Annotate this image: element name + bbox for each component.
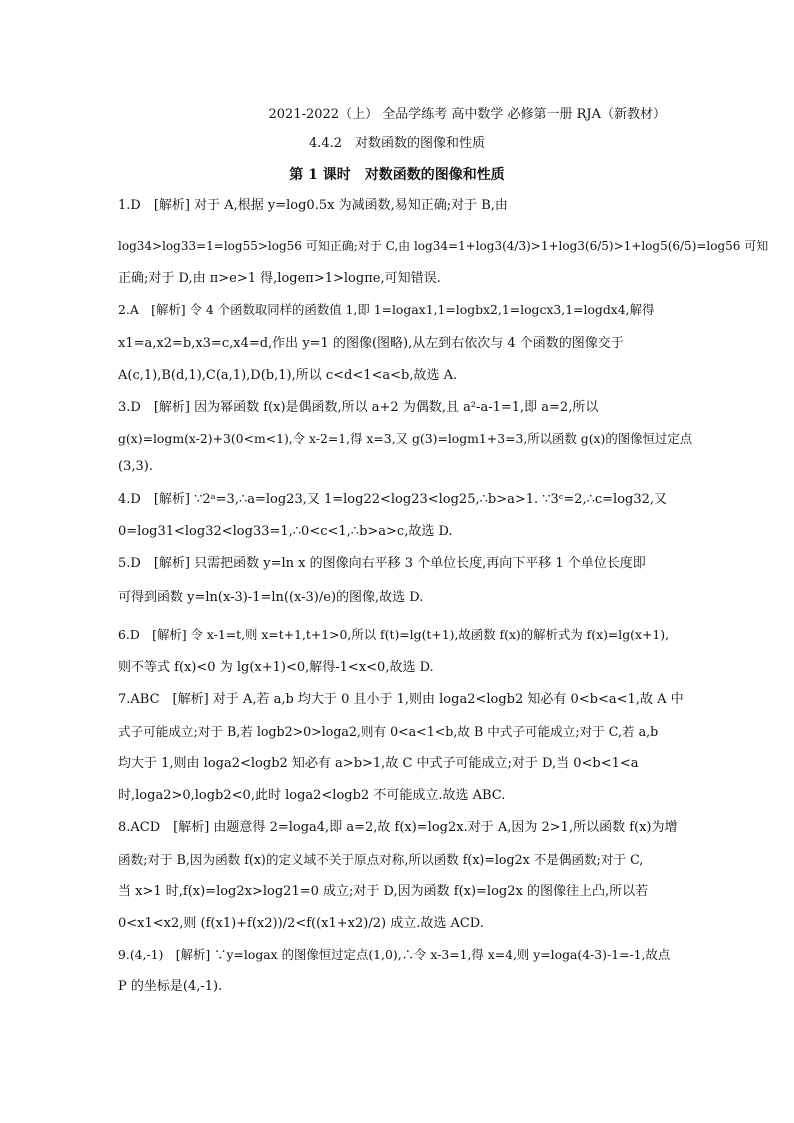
text-line: 9.(4,-1) [解析] ∵y=logax 的图像恒过定点(1,0),∴令 x-3=1,得 x=4,则 y=loga(4-3)-1=-1,故点 [118,947,671,962]
text-line: 0=log31<log32<log33=1,∴0<c<1,∴b>a>c,故选 D. [118,524,453,539]
page-header: 2021-2022（上） 全品学练考 高中数学 必修第一册 RJA（新教材） [268,107,666,122]
text-line: 6.D [解析] 令 x-1=t,则 x=t+1,t+1>0,所以 f(t)=lg(t+1),故函数 f(x)的解析式为 f(x)=lg(x+1), [118,627,670,642]
text-line: (3,3). [118,459,153,474]
text-line: 2.A [解析] 令 4 个函数取同样的函数值 1,即 1=logax1,1=logbx2,1=logcx3,1=logdx4,解得 [118,302,655,317]
text-line: A(c,1),B(d,1),C(a,1),D(b,1),所以 c<d<1<a<b,故选 A. [118,368,458,383]
text-line: 则不等式 f(x)<0 为 lg(x+1)<0,解得-1<x<0,故选 D. [118,660,434,675]
text-line: x1=a,x2=b,x3=c,x4=d,作出 y=1 的图像(图略),从左到右依次与 4 个函数的图像交于 [118,336,624,351]
section-title: 4.4.2 对数函数的图像和性质 [308,136,486,151]
text-line: 式子可能成立;对于 B,若 logb2>0>loga2,则有 0<a<1<b,故 B 中式子可能成立;对于 C,若 a,b [118,724,659,739]
text-line: log34>log33=1=log55>log56 可知正确;对于 C,由 log34=1+log3(4/3)>1+log3(6/5)>1+log5(6/5)=log56 可知 [118,239,769,253]
text-line: 8.ACD [解析] 由题意得 2=loga4,即 a=2,故 f(x)=log2x.对于 A,因为 2>1,所以函数 f(x)为增 [118,820,678,835]
text-line: 3.D [解析] 因为幂函数 f(x)是偶函数,所以 a+2 为偶数,且 a²-a-1=1,即 a=2,所以 [118,400,599,415]
text-line: 均大于 1,则由 loga2<logb2 知必有 a>b>1,故 C 中式子可能成立;对于 D,当 0<b<1<a [118,756,639,771]
text-line: 函数;对于 B,因为函数 f(x)的定义域不关于原点对称,所以函数 f(x)=log2x 不是偶函数;对于 C, [118,852,644,867]
text-line: 当 x>1 时,f(x)=log2x>log21=0 成立;对于 D,因为函数 f(x)=log2x 的图像往上凸,所以若 [118,884,649,899]
text-line: 正确;对于 D,由 π>e>1 得,logeπ>1>logπe,可知错误. [118,271,441,286]
text-line: 0<x1<x2,则 (f(x1)+f(x2))/2<f((x1+x2)/2) 成立.故选 ACD. [118,916,484,931]
text-line: 5.D [解析] 只需把函数 y=ln x 的图像向右平移 3 个单位长度,再向下平移 1 个单位长度即 [118,556,646,571]
text-line: 4.D [解析] ∵2ᵃ=3,∴a=log23,又 1=log22<log23<log25,∴b>a>1. ∵3ᶜ=2,∴c=log32,又 [118,492,668,507]
text-line: g(x)=logm(x-2)+3(0<m<1),令 x-2=1,得 x=3,又 g(3)=logm1+3=3,所以函数 g(x)的图像恒过定点 [118,431,693,446]
text-line: P 的坐标是(4,-1). [118,979,223,994]
text-line: 1.D [解析] 对于 A,根据 y=log0.5x 为减函数,易知正确;对于 B,由 [118,198,508,213]
text-line: 时,loga2>0,logb2<0,此时 loga2<logb2 不可能成立.故选 ABC. [118,788,506,803]
text-line: 可得到函数 y=ln(x-3)-1=ln((x-3)/e)的图像,故选 D. [118,590,424,605]
lesson-title: 第 1 课时 对数函数的图像和性质 [289,167,505,183]
text-line: 7.ABC [解析] 对于 A,若 a,b 均大于 0 且小于 1,则由 loga2<logb2 知必有 0<b<a<1,故 A 中 [118,692,684,707]
